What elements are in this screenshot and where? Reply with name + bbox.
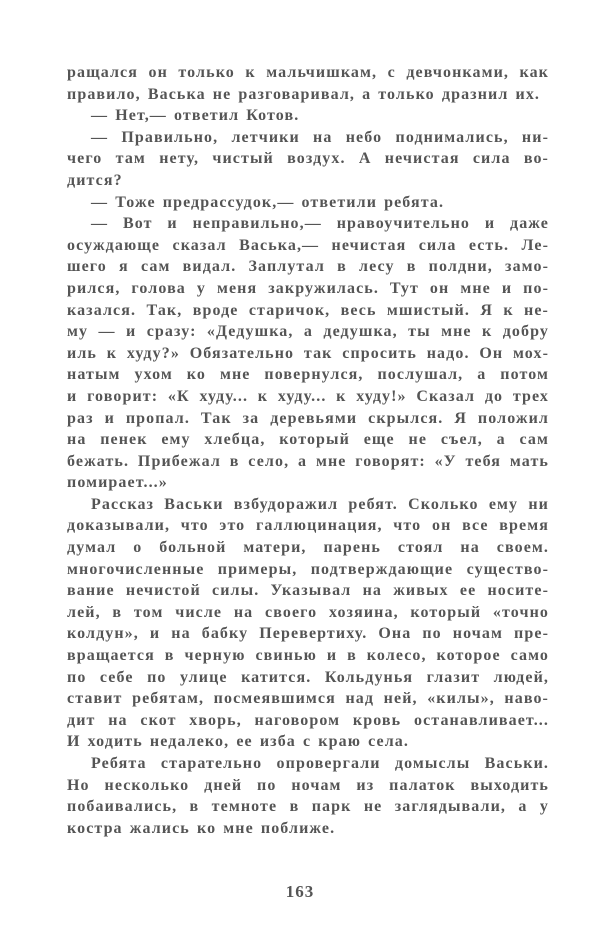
- text-line: дится?: [67, 171, 123, 189]
- text-line: помирает...»: [67, 474, 168, 492]
- text-line: по себе по улице катится. Кольдунья глазит людей,: [67, 668, 549, 686]
- text-line: бежать. Прибежал в село, а мне говорят: «У тебя мать: [67, 452, 549, 470]
- text-line: Ребята старательно опровергали домыслы Васьки.: [91, 755, 549, 772]
- text-line: дит на скот хворь, наговором кровь останавливает...: [67, 711, 549, 729]
- paragraph: [67, 494, 549, 753]
- text-line: лей, в том числе на своего хозяина, который «точно: [67, 603, 549, 621]
- text-line: думал о больной матери, парень стоял на своем.: [67, 539, 549, 557]
- text-line: — Тоже предрассудок,— ответили ребята.: [91, 193, 445, 211]
- paragraph: [67, 753, 549, 839]
- text-line: казался. Так, вроде старичок, весь мшистый. Я к не-: [67, 301, 549, 319]
- text-line: — Нет,— ответил Котов.: [91, 107, 300, 125]
- text-line: ращался он только к мальчишкам, с девчонками, как: [67, 64, 549, 81]
- text-line: осуждающе сказал Васька,— нечистая сила есть. Ле-: [67, 236, 549, 254]
- paragraph: [67, 105, 549, 127]
- page-number: 163: [285, 882, 315, 901]
- text-line: многочисленные примеры, подтверждающие существо-: [67, 560, 549, 578]
- text-line: на пенек ему хлебца, который еще не съел, а сам: [67, 431, 549, 449]
- text-line: вание нечистой силы. Указывал на живых ее носите-: [67, 582, 549, 600]
- text-line: побаивались, в темноте в парк не заглядывали, а у: [67, 798, 549, 816]
- text-line: костра жались ко мне поближе.: [67, 819, 336, 837]
- text-line: ставит ребятам, посмеявшимся над ней, «килы», наво-: [67, 690, 549, 708]
- text-line: иль к худу?» Обязательно так спросить надо. Он мох-: [67, 344, 549, 362]
- text-line: Но несколько дней по ночам из палаток выходить: [67, 776, 549, 794]
- text-line: И ходить недалеко, ее изба с краю села.: [67, 733, 410, 751]
- text-line: и говорит: «К худу... к худу... к худу!» Сказал до трех: [67, 387, 549, 405]
- paragraph: [67, 62, 549, 105]
- text-line: доказывали, что это галлюцинация, что он все время: [67, 517, 549, 535]
- text-line: шего я сам видал. Заплутал в лесу в полдни, замо-: [67, 258, 549, 276]
- text-line: правило, Васька не разговаривал, а только дразнил их.: [67, 85, 541, 103]
- paragraph: [67, 213, 549, 494]
- text-line: чего там нету, чистый воздух. А нечистая сила во-: [67, 150, 549, 168]
- text-line: — Правильно, летчики на небо поднимались, ни-: [91, 128, 549, 146]
- text-line: колдун», и на бабку Перевертиху. Она по ночам пре-: [67, 625, 549, 643]
- text-line: му — и сразу: «Дедушка, а дедушка, ты мне к добру: [67, 323, 549, 341]
- text-line: вращается в черную свинью и в колесо, которое само: [67, 647, 549, 665]
- text-line: Рассказ Васьки взбудоражил ребят. Сколько ему ни: [91, 495, 549, 513]
- text-line: раз и пропал. Так за деревьями скрылся. Я положил: [67, 409, 549, 427]
- paragraph: [67, 192, 549, 214]
- paragraph: [67, 127, 549, 192]
- text-line: рился, голова у меня закружилась. Тут он мне и по-: [67, 279, 549, 297]
- page-body-text: [67, 62, 549, 839]
- text-line: натым ухом ко мне повернулся, послушал, а потом: [67, 366, 549, 384]
- text-line: — Вот и неправильно,— нравоучительно и даже: [91, 215, 549, 233]
